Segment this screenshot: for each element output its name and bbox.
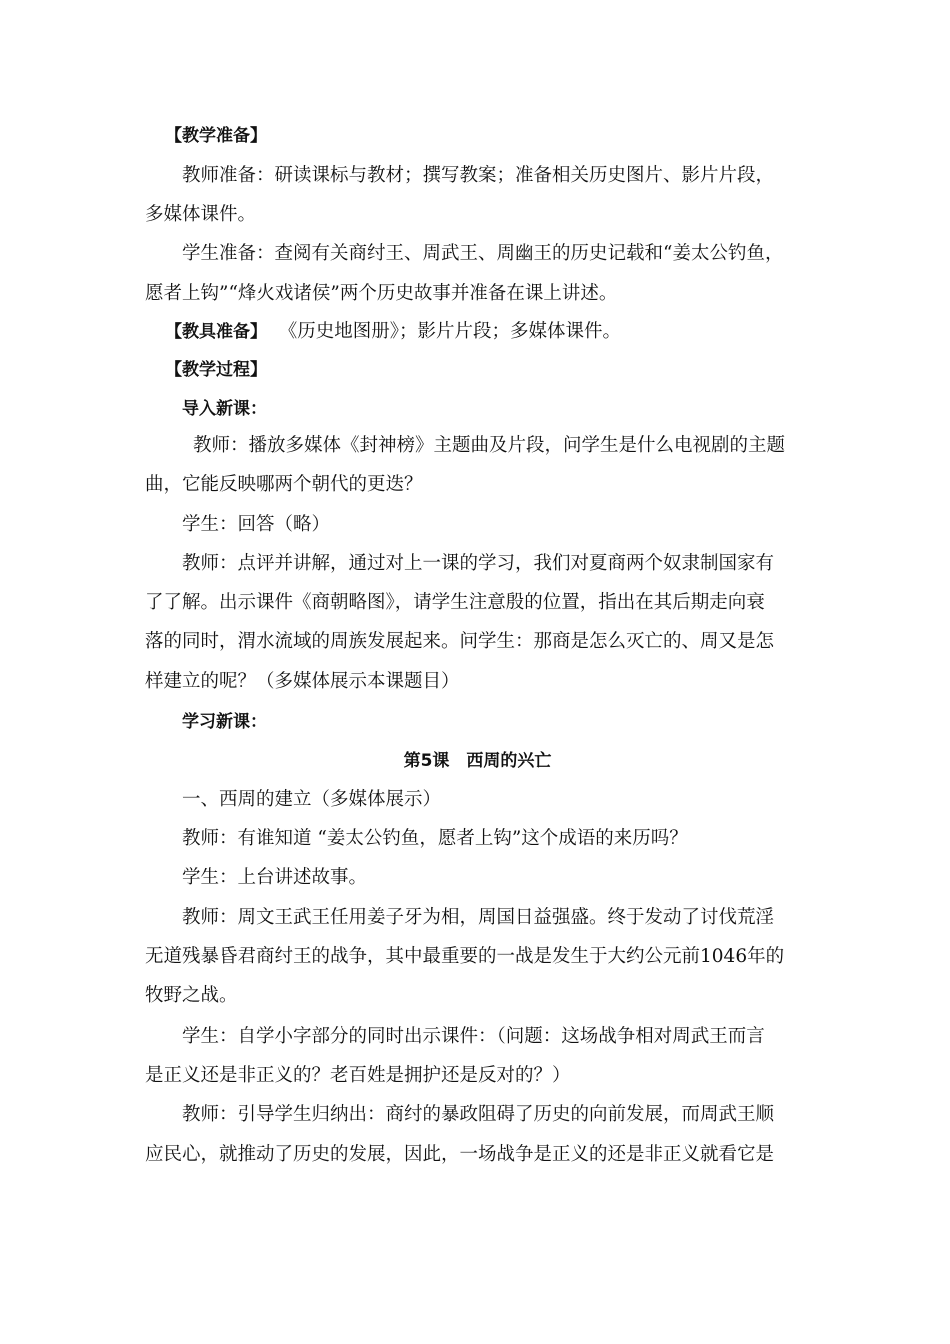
paragraph-line: 学生准备：查阅有关商纣王、周武王、周幽王的历史记载和“姜太公钓鱼， — [182, 243, 784, 264]
paragraph-line: 学生：上台讲述故事。 — [182, 867, 368, 888]
paragraph-line: 教师：点评并讲解，通过对上一课的学习，我们对夏商两个奴隶制国家有 — [182, 553, 775, 574]
paragraph-line: 教师：周文王武王任用姜子牙为相，周国日益强盛。终于发动了讨伐荒淫 — [182, 907, 775, 928]
paragraph-line: 牧野之战。 — [145, 985, 238, 1006]
lesson-title: 第5课 西周的兴亡 — [403, 751, 552, 771]
paragraph-line: 是正义还是非正义的？老百姓是拥护还是反对的？） — [145, 1065, 571, 1086]
paragraph-line: 样建立的呢？（多媒体展示本课题目） — [145, 671, 460, 692]
section-heading-teaching-prep: 【教学准备】 — [165, 126, 267, 146]
paragraph-line: 了了解。出示课件《商朝略图》，请学生注意殷的位置，指出在其后期走向衰 — [145, 592, 765, 613]
section-heading-teaching-process: 【教学过程】 — [165, 360, 267, 380]
paragraph-line: 教师：播放多媒体《封神榜》主题曲及片段，问学生是什么电视剧的主题 — [193, 435, 786, 456]
section-heading-teaching-tools: 【教具准备】 — [165, 322, 267, 342]
paragraph-line: 多媒体课件。 — [145, 204, 257, 225]
paragraph-line: 一、西周的建立（多媒体展示） — [182, 789, 442, 810]
subheading-intro: 导入新课： — [182, 399, 267, 419]
subheading-new-lesson: 学习新课： — [182, 712, 267, 732]
paragraph-line: 落的同时，渭水流域的周族发展起来。问学生：那商是怎么灭亡的、周又是怎 — [145, 631, 775, 652]
teaching-tools-text: 《历史地图册》；影片片段；多媒体课件。 — [278, 321, 622, 342]
paragraph-line: 学生：自学小字部分的同时出示课件：（问题：这场战争相对周武王而言 — [182, 1026, 765, 1047]
paragraph-line: 教师：引导学生归纳出：商纣的暴政阻碍了历史的向前发展，而周武王顺 — [182, 1104, 775, 1125]
paragraph-line: 无道残暴昏君商纣王的战争，其中最重要的一战是发生于大约公元前1046年的 — [145, 946, 785, 967]
paragraph-line: 应民心，就推动了历史的发展，因此，一场战争是正义的还是非正义就看它是 — [145, 1144, 775, 1165]
paragraph-line: 曲，它能反映哪两个朝代的更迭？ — [145, 474, 423, 495]
teaching-tools-line — [165, 320, 621, 344]
paragraph-line: 教师：有谁知道 “姜太公钓鱼，愿者上钩”这个成语的来历吗？ — [182, 828, 688, 849]
paragraph-line: 愿者上钩”“烽火戏诸侯”两个历史故事并准备在课上讲述。 — [145, 283, 618, 304]
paragraph-line: 学生：回答（略） — [182, 514, 331, 535]
paragraph-line: 教师准备：研读课标与教材；撰写教案；准备相关历史图片、影片片段， — [182, 165, 775, 186]
